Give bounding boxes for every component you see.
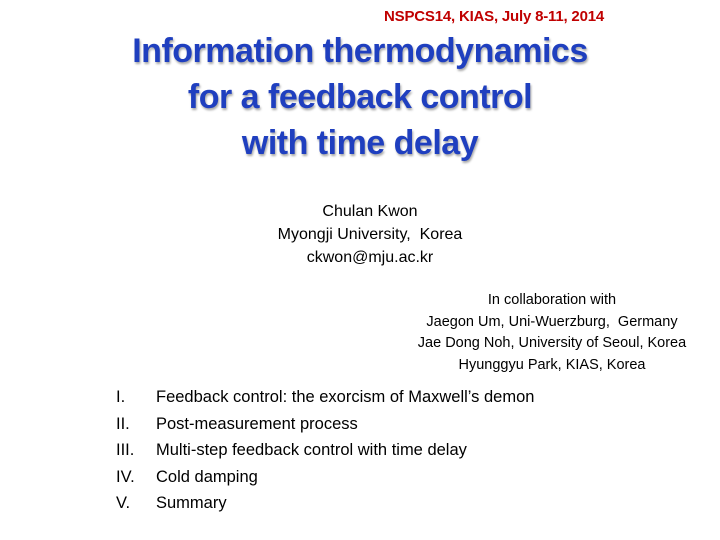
outline-text: Feedback control: the exorcism of Maxwell’s demon <box>156 388 535 406</box>
outline-list <box>116 384 534 517</box>
title-line-1: Information thermodynamics <box>132 32 588 70</box>
collaborator-2: Jae Dong Noh, University of Seoul, Korea <box>417 335 687 351</box>
outline-item <box>116 464 534 491</box>
outline-text: Cold damping <box>156 467 258 486</box>
author-email: ckwon@mju.ac.kr <box>306 249 434 266</box>
author-block <box>0 200 720 269</box>
slide-title <box>0 28 720 166</box>
collaboration-block <box>392 290 712 376</box>
author-name: Chulan Kwon <box>322 203 418 220</box>
conference-label: NSPCS14, KIAS, July 8-11, 2014 <box>384 8 604 25</box>
outline-item <box>116 437 534 464</box>
collaboration-heading: In collaboration with <box>487 292 617 308</box>
outline-item <box>116 490 534 517</box>
outline-text: Post-measurement process <box>156 414 358 433</box>
author-affiliation: Myongji University, Korea <box>277 226 463 243</box>
outline-number: I. <box>116 388 126 406</box>
collaborator-1: Jaegon Um, Uni-Wuerzburg, Germany <box>426 313 678 330</box>
outline-number: IV. <box>116 467 135 486</box>
title-line-2: for a feedback control <box>187 78 533 116</box>
outline-item <box>116 411 534 438</box>
outline-item <box>116 384 534 411</box>
outline-number: V. <box>116 494 131 512</box>
title-line-3: with time delay <box>241 124 479 162</box>
outline-number: III. <box>116 441 135 459</box>
collaborator-3: Hyunggyu Park, KIAS, Korea <box>458 356 646 373</box>
outline-text: Multi-step feedback control with time delay <box>156 441 467 459</box>
outline-text: Summary <box>156 494 227 512</box>
outline-number: II. <box>116 414 130 433</box>
